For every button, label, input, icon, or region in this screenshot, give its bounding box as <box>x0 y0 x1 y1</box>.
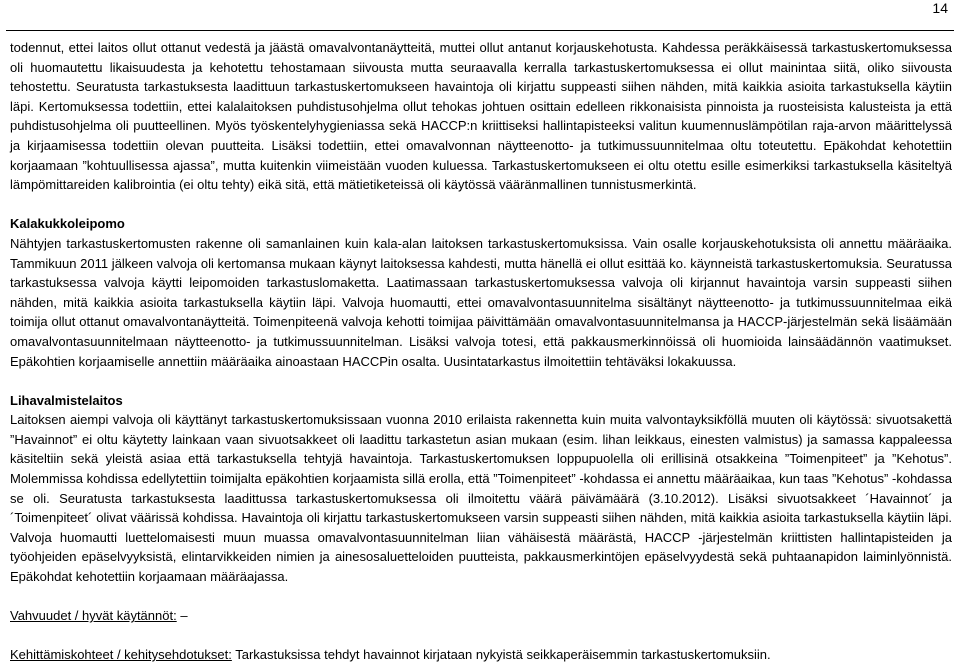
section-text-fish-pie-bakery: Nähtyjen tarkastuskertomusten rakenne oli samanlainen kuin kala-alan laitoksen tarkastuskertomuksissa. Vain osalle korjauskehotuksista oli annettu määräaika. Tammikuun 2011 jälkeen valvoja oli kertomansa mukaan käynyt laitoksessa kahdesti, mutta hänellä ei ollut esittää ko. käynneistä tarkastuskertomuksia. Seuratussa tarkastuksessa valvoja käytti leipomoiden tarkastuslomaketta. Laatimassaan tarkastuskertomuksessa valvoja oli kirjannut havaintoja varsin suppeasti siihen nähden, mitä kaikkia asioita tarkastuksella käytiin läpi. Valvoja huomautti, ettei omavalvontasuunnitelma sisältänyt näytteenotto- ja tutkimussuunnitelmaa eikä toimija ollut ottanut omavalvontanäytteitä. Toimenpiteenä valvoja kehotti toimijaa päivittämään omavalvontasuunnitelmansa ja HACCP-järjestelmän sekä lisäämään omavalvontasuunnitelmaan näytteenotto- ja tutkimussuunnitelman. Lisäksi valvoja totesi, että pakkausmerkinnöissä oli huomioida lainsäädännön vaatimukset. Epäkohtien korjaamiselle annettiin määräaika ainoastaan HACCPin osalta. Uusintatarkastus ilmoitettiin tehtäväksi lokakuussa. <box>10 235 952 369</box>
improvements-value: Tarkastuksissa tehdyt havainnot kirjataan nykyistä seikkaperäisemmin tarkastuskertomuksiin. <box>235 647 771 663</box>
paragraph-continuation: todennut, ettei laitos ollut ottanut vedestä ja jäästä omavalvontanäytteitä, muttei ollut antanut korjauskehotusta. Kahdessa peräkkäisessä tarkastuskertomuksessa oli huomautettu likaisuudesta ja kehotettu tehostamaan siivousta mutta seuraavalla kerralla tarkastuskertomuksessa ei ollut mainintaa siitä, oliko siivousta tehostettu. Seuratusta tarkastuksesta laadittuun tarkastuskertomukseen havaintoja oli kirjattu suppeasti siihen nähden, mitä kaikkia asioita tarkastuksella käytiin läpi. Kertomuksessa todettiin, ettei kalalaitoksen puhdistusohjelma ollut tehokas johtuen osittain edelleen rikkonaisista pinnoista ja ruosteisista kalusteista ja että puhdistusohjelma oli puutteellinen. Myös työskentelyhygieniassa sekä HACCP:n kriittiseksi hallintapisteeksi valitun kuumennuslämpötilan raja-arvon määrittelyssä ja kirjaamisessa todettiin olevan puutteita. Lisäksi todettiin, ettei omavalvonnan näytteenotto- ja tutkimussuunnitelmaa oltu toteutettu. Epäkohdat kehotettiin korjaamaan ”kohtuullisessa ajassa”, mutta kuitenkin viimeistään vuoden kuluessa. Tarkastuskertomukseen ei oltu otettu esille esimerkiksi tarkastuksella käsiteltyä lämpömittareiden kalibrointia (ei oltu tehty) eikä sitä, että mätietiketeissä oli käytössä vääränmallinen tunnistusmerkintä. <box>10 40 952 193</box>
page-number: 14 <box>932 0 948 16</box>
section-heading-fish-pie-bakery: Kalakukkoleipomo <box>10 216 125 232</box>
strengths-value: – <box>180 608 188 624</box>
section-gap <box>10 587 952 607</box>
section-text-meat-products: Laitoksen aiempi valvoja oli käyttänyt tarkastuskertomuksissaan vuonna 2010 erilaista rakennetta kuin muita valvontayksikföllä muuten oli käytössä: sivuotsakettä ”Havainnot” ei oltu käytetty lainkaan vaan sivuotsakkeet oli laadittu tarkastetun asian mukaan (esim. lihan leikkaus, einesten valmistus) ja samassa kappaleessa käsiteltiin sekä yleistä asiaa että tarkastuksella tehtyjä havaintoja. Tarkastuskertomuksen loppupuolella oli erillisinä otsakkeina ”Toimenpiteet” ja ”Kehotus”. Molemmissa kohdissa edellytettiin toimijalta epäkohtien korjaamista sillä erolla, että ”Toimenpiteet” -kohdassa ei annettu määräaikaa, kun taas ”Kehotus” -kohdassa se oli. Seuratusta tarkastuksesta laadittussa tarkastuskertomuksessa oli ilmoitettu väärä päivämäärä (3.10.2012). Lisäksi sivuotsakkeet ´Havainnot´ ja ´Toimenpiteet´ olivat väärissä kohdissa. Havaintoja oli kirjattu tarkastuskertomukseen varsin suppeasti siihen nähden, mitä kaikkia asioita tarkastuksella käytiin läpi. Valvoja huomautti luettelomaisesti muun muassa omavalvontasuunnitelman liian vähäisestä määrästä, HACCP -järjestelmän kriittisten hallintapisteiden ja työohjeiden epäselvyyksistä, elintarvikkeiden nimien ja ainesosaluetteloiden puutteista, pakkausmerkintöjen epäselvyydestä sekä puhtaanapidon laiminlyönnistä. Epäkohdat kehotettiin korjaamaan määräajassa. <box>10 412 952 585</box>
section-gap <box>10 195 952 215</box>
strengths-line <box>10 606 952 626</box>
strengths-label: Vahvuudet / hyvät käytännöt: <box>10 608 177 624</box>
improvements-line <box>10 645 952 665</box>
improvements-label: Kehittämiskohteet / kehitysehdotukset: <box>10 647 232 663</box>
document-body <box>10 38 952 665</box>
section-gap <box>10 371 952 391</box>
section-gap <box>10 626 952 646</box>
header-rule <box>6 30 954 31</box>
section-heading-meat-products: Lihavalmistelaitos <box>10 392 123 408</box>
